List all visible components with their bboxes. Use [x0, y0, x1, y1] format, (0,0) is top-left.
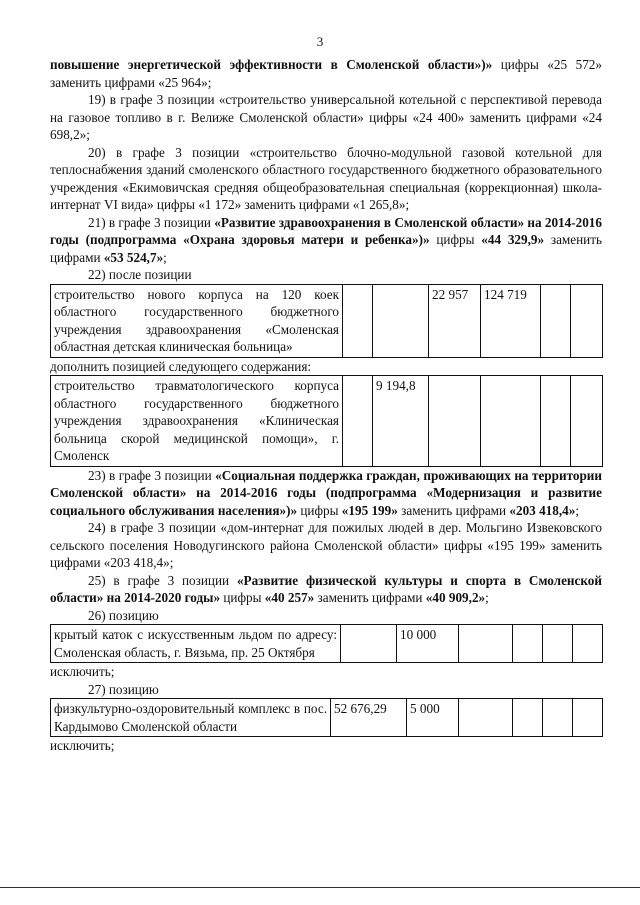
paragraph-text: 23) в графе 3 позиции — [88, 467, 216, 483]
paragraph-23 — [50, 467, 602, 520]
paragraph-19: 19) в графе 3 позиции «строительство универсальной котельной с перспективой перевода на газовое топливо в г. Велиже Смоленской области» цифры «24 400» заменить цифрами «24 698,2»; — [50, 92, 602, 142]
page-number: 3 — [316, 34, 324, 49]
table-row — [51, 699, 603, 737]
paragraph-text: цифры — [429, 232, 482, 247]
position-name-cell: физкультурно-оздоровительный комплекс в пос. Кардымово Смоленской области — [51, 699, 331, 737]
table-cell: 9 194,8 — [373, 376, 429, 467]
bold-text: «40 909,2» — [425, 590, 486, 605]
paragraph-text: цифры «25 572» заменить цифрами «25 964»; — [50, 57, 602, 90]
bold-text: «Социальная поддержка граждан, проживающих на территории Смоленской области» на 2014-2016 годы (подпрограмма «Модернизация и развитие социального обслуживания населения»)» — [50, 467, 603, 518]
bold-text: «40 257» — [264, 590, 315, 605]
bold-text: «53 524,7» — [103, 249, 164, 265]
paragraph-text: 21) в графе 3 позиции — [88, 214, 215, 230]
table-cell — [459, 625, 513, 663]
bold-text: повышение энергетической эффективности в Смоленской области»)» — [50, 57, 493, 72]
table-cell — [343, 376, 373, 467]
table-cell — [459, 699, 513, 737]
position-table-1 — [50, 284, 603, 358]
page-bottom-rule — [0, 887, 640, 888]
table-cell — [343, 284, 373, 357]
table-cell — [543, 699, 573, 737]
table-cell: 10 000 — [397, 625, 459, 663]
paragraph-text: ; — [575, 502, 579, 518]
bold-text: «44 329,9» — [481, 232, 545, 247]
paragraph-27-label: 27) позицию — [88, 681, 159, 697]
exclude-label: исключить; — [50, 738, 115, 753]
table-row — [51, 284, 603, 357]
paragraph-25 — [50, 572, 602, 607]
table-cell: 52 676,29 — [331, 699, 407, 737]
paragraph-18-tail — [50, 56, 602, 91]
position-table-4 — [50, 698, 603, 737]
position-name-cell: строительство травматологического корпуса областного государственного бюджетного учреждения здравоохранения «Клиническая больница скорой медицинской помощи», г. Смоленск — [51, 376, 343, 467]
table-cell — [573, 625, 603, 663]
paragraph-text: заменить цифрами — [397, 502, 510, 518]
table-cell — [481, 376, 541, 467]
supplement-label: дополнить позицией следующего содержания: — [50, 358, 312, 374]
bold-text: «195 199» — [341, 502, 398, 518]
table-cell: 5 000 — [407, 699, 459, 737]
table-cell — [573, 699, 603, 737]
document-body — [50, 56, 602, 755]
paragraph-text: цифры — [297, 502, 342, 518]
position-name-cell: крытый каток с искусственным льдом по адресу: Смоленская область, г. Вязьма, пр. 25 Октября — [51, 625, 341, 663]
table-cell: 22 957 — [429, 284, 481, 357]
table-cell — [541, 284, 571, 357]
paragraph-text: цифры — [220, 590, 265, 605]
paragraph-text: заменить цифрами — [50, 232, 603, 265]
bold-text: «203 418,4» — [509, 502, 576, 518]
table-cell — [571, 376, 603, 467]
paragraph-text: 25) в графе 3 позиции — [88, 572, 237, 588]
table-cell — [341, 625, 397, 663]
bold-text: «Развитие физической культуры и спорта в Смоленской области» на 2014-2020 годы» — [50, 572, 602, 605]
paragraph-text: ; — [485, 590, 489, 605]
table-cell — [571, 284, 603, 357]
position-table-3 — [50, 624, 603, 663]
paragraph-22-label: 22) после позиции — [88, 267, 192, 282]
table-cell — [513, 625, 543, 663]
table-cell — [373, 284, 429, 357]
bold-text: «Развитие здравоохранения в Смоленской области» на 2014-2016 годы (подпрограмма «Охрана здоровья матери и ребенка»)» — [50, 214, 602, 247]
paragraph-text: ; — [163, 249, 167, 265]
paragraph-text: заменить цифрами — [314, 590, 426, 605]
table-row — [51, 376, 603, 467]
table-cell: 124 719 — [481, 284, 541, 357]
position-table-2 — [50, 375, 603, 467]
exclude-label: исключить; — [50, 664, 115, 679]
table-cell — [541, 376, 571, 467]
paragraph-20: 20) в графе 3 позиции «строительство блочно-модульной газовой котельной для теплоснабжения зданий смоленского областного государственного бюджетного образовательного учреждения «Екимовичская средняя общеобразовательная специальная (коррекционная) школа-интернат VI вида» цифры «1 172» заменить цифрами «1 265,8»; — [50, 144, 602, 212]
paragraph-21 — [50, 214, 602, 267]
position-name-cell: строительство нового корпуса на 120 коек областного государственного бюджетного учреждения здравоохранения «Смоленская областная детская клиническая больница» — [51, 284, 343, 357]
paragraph-26-label: 26) позицию — [88, 607, 159, 623]
table-cell — [513, 699, 543, 737]
paragraph-24: 24) в графе 3 позиции «дом-интернат для пожилых людей в дер. Мольгино Извековского сельского поселения Новодугинского района Смоленской области» цифры «195 199» заменить цифрами «203 418,4»; — [50, 520, 602, 570]
table-cell — [543, 625, 573, 663]
table-cell — [429, 376, 481, 467]
table-row — [51, 625, 603, 663]
